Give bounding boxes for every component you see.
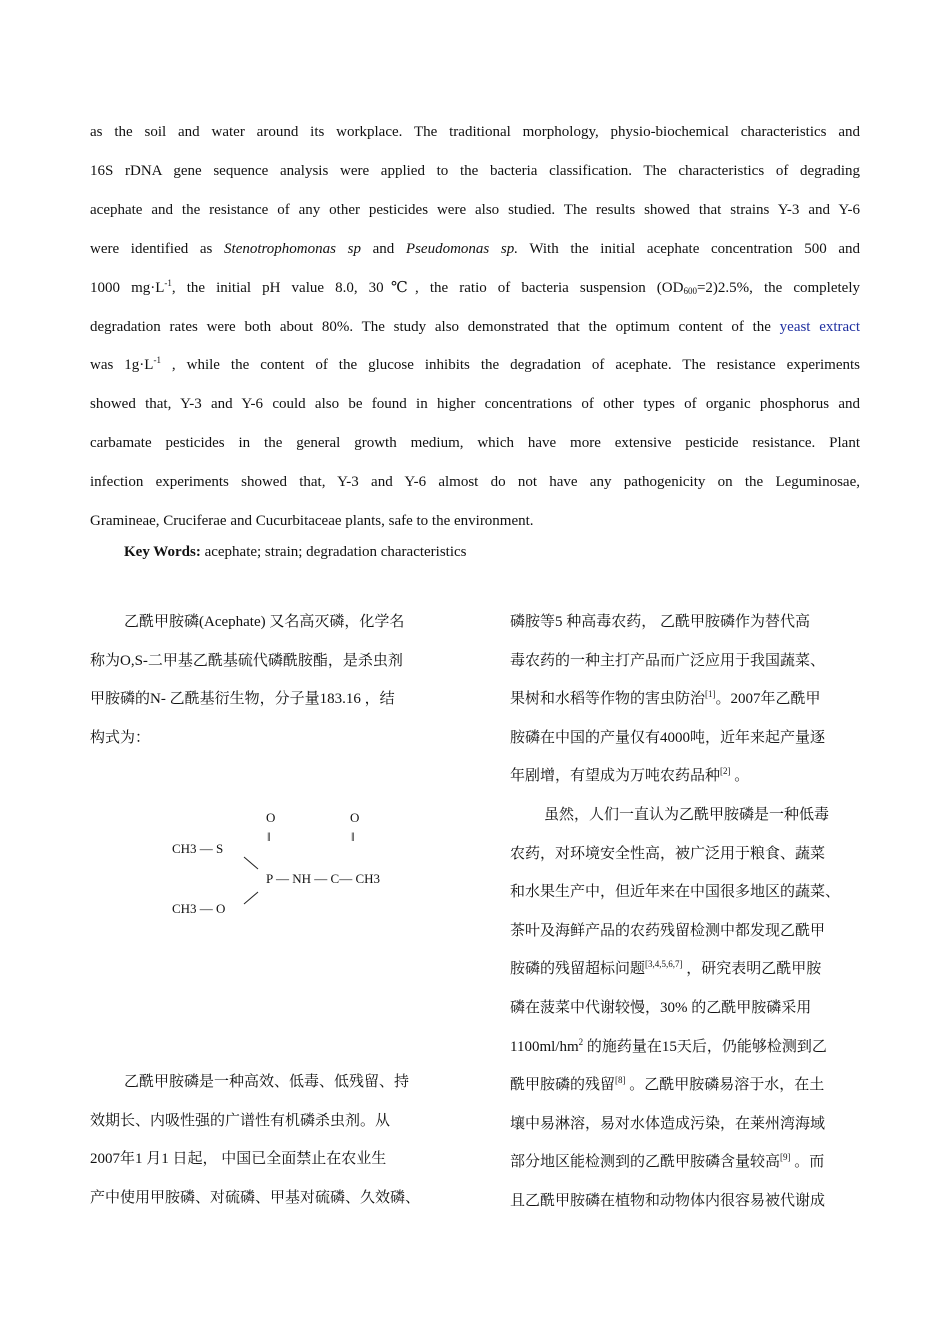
body-line: 果树和水稻等作物的害虫防治[1]。2007年乙酰甲 [510, 689, 821, 708]
oxygen-2: O [350, 810, 360, 825]
left-column-bottom [90, 1063, 470, 1217]
abstract-line: carbamate pesticides in the general growth medium, which have more extensive pesticide resistance. Plant [90, 435, 860, 452]
citation: [8] [615, 1075, 626, 1086]
citation: [9] [780, 1152, 791, 1163]
abstract-line: were identified as Stenotrophomonas sp and Pseudomonas sp. With the initial acephate concentration 500 and [90, 240, 861, 257]
right-column [510, 603, 870, 1221]
body-line: 磷在菠菜中代谢较慢，30% 的乙酰甲胺磷采用 [510, 999, 812, 1016]
abstract-line: was $1g\cdot L^{-1}$ , while the content of the glucose inhibits the degradation of acephate. The resistance experiments [90, 355, 860, 374]
ch3-s-group: CH3 — S [172, 841, 224, 856]
citation: [3,4,5,6,7] [645, 959, 683, 970]
abstract-line: Gramineae, Cruciferae and Cucurbitaceae plants, safe to the environment. [90, 513, 534, 530]
body-line: 磷胺等5 种高毒农药， 乙酰甲胺磷作为替代高 [510, 614, 811, 630]
keywords [124, 538, 467, 566]
species-name: Pseudomonas sp. [405, 240, 518, 257]
left-column-top [90, 603, 470, 757]
body-line: 和水果生产中，但近年来在中国很多地区的蔬菜、 [510, 884, 841, 901]
citation: [1] [705, 689, 716, 700]
double-bond-1: ‖ [267, 829, 271, 844]
body-line: 胺磷的残留超标问题[3,4,5,6,7] ，研究表明乙酰甲胺 [510, 959, 822, 978]
body-line: 乙酰甲胺磷是一种高效、低毒、低残留、持 [124, 1074, 410, 1090]
keywords-text: acephate; strain; degradation characteristics [200, 544, 467, 560]
abstract-line: degradation rates were both about 80%. The study also demonstrated that the optimum content of the yeast extract [90, 318, 861, 335]
abstract-line: as the soil and water around its workplace. The traditional morphology, physio-biochemical characteristics and [90, 124, 860, 140]
body-line: 酰甲胺磷的残留[8] 。乙酰甲胺磷易溶于水，在土 [510, 1075, 825, 1094]
body-line: $1100ml/hm^2$ 的施药量在15天后，仍能够检测到乙 [510, 1036, 827, 1055]
body-line: 产中使用甲胺磷、对硫磷、甲基对硫磷、久效磷、 [90, 1189, 421, 1206]
body-line: 毒农药的一种主打产品而广泛应用于我国蔬菜、 [510, 652, 826, 669]
abstract [90, 113, 860, 541]
abstract-line: 16S rDNA gene sequence analysis were applied to the bacteria classification. The characteristics of degrading [90, 162, 860, 179]
body-line: 效期长、内吸性强的广谱性有机磷杀虫剂。从 [90, 1112, 391, 1129]
body-line: 甲胺磷的N- 乙酰基衍生物，分子量183.16 ，结 [90, 691, 395, 708]
species-name: Stenotrophomonas sp [224, 240, 361, 257]
body-line: 胺磷在中国的产量仅有4000吨，近年来起产量逐 [510, 729, 826, 746]
keywords-label: Key Words: [124, 544, 201, 560]
citation: [2] [720, 766, 731, 777]
oxygen-1: O [266, 810, 276, 825]
body-line: 2007年1 月1 日起， 中国已全面禁止在农业生 [90, 1151, 387, 1168]
abstract-line: 1000 $mg\cdot L^{-1}$, the initial pH value 8.0, 30℃, the ratio of bacteria suspension $(OD_{600}=2)2.5\%$, the completely [90, 277, 860, 296]
body-line: 年剧增，有望成为万吨农药品种[2] 。 [510, 766, 750, 785]
body-line: 壤中易淋溶，易对水体造成污染，在莱州湾海域 [510, 1115, 826, 1132]
body-line: 乙酰甲胺磷(Acephate) 又名高灭磷，化学名 [124, 614, 405, 630]
body-line: 称为O,S-二甲基乙酰基硫代磷酰胺酯，是杀虫剂 [90, 652, 403, 669]
body-line: 部分地区能检测到的乙酰甲胺磷含量较高[9] 。而 [510, 1152, 825, 1171]
p-nh-c-chain: P — NH — C— CH3 [266, 871, 381, 886]
abstract-line: infection experiments showed that, Y-3 and Y-6 almost do not have any pathogenicity on the Leguminosae, [90, 474, 860, 491]
body-line: 且乙酰甲胺磷在植物和动物体内很容易被代谢成 [510, 1192, 826, 1209]
body-line: 虽然，人们一直认为乙酰甲胺磷是一种低毒 [544, 806, 830, 823]
ch3-o-group: CH3 — O [172, 901, 226, 916]
abstract-line: acephate and the resistance of any other pesticides were also studied. The results showed that strains Y-3 and Y-6 [90, 201, 860, 218]
body-line: 农药，对环境安全性高，被广泛用于粮食、蔬菜 [510, 845, 826, 862]
body-line: 茶叶及海鲜产品的农药残留检测中都发现乙酰甲 [510, 922, 826, 939]
body-line: 构式为： [90, 729, 151, 746]
structural-formula [160, 800, 430, 930]
double-bond-2: ‖ [351, 829, 355, 844]
abstract-line: showed that, Y-3 and Y-6 could also be found in higher concentrations of other types of organic phosphorus and [90, 396, 860, 413]
yeast-extract-link[interactable]: yeast extract [779, 318, 861, 335]
